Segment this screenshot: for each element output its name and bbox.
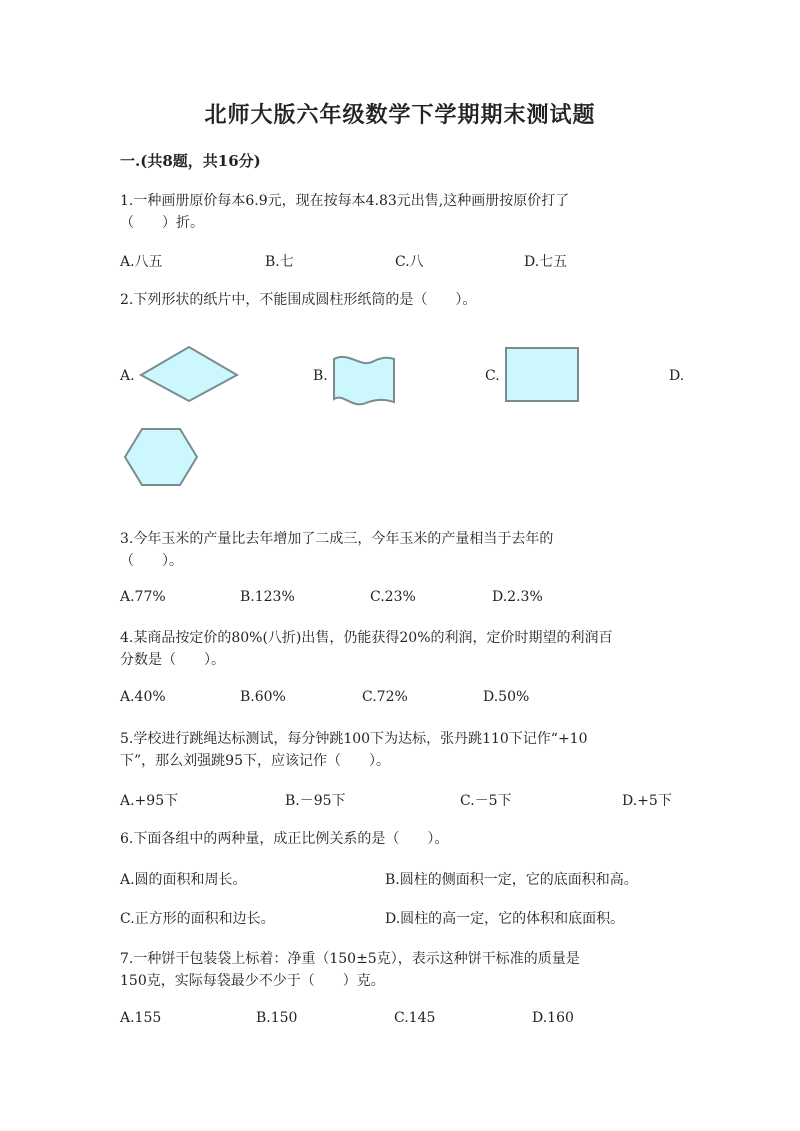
q3-option-d[interactable]: D.2.3% xyxy=(492,589,543,605)
q4-option-c[interactable]: C.72% xyxy=(362,689,408,705)
q5-option-d[interactable]: D.+5下 xyxy=(622,793,672,809)
q4-option-d[interactable]: D.50% xyxy=(483,689,530,705)
q7-option-a[interactable]: A.155 xyxy=(120,1010,162,1026)
hexagon-shape[interactable] xyxy=(124,428,198,486)
q4-option-a[interactable]: A.40% xyxy=(120,689,166,705)
q7-option-b[interactable]: B.150 xyxy=(256,1010,298,1026)
q6-option-c[interactable]: C.正方形的面积和边长。 xyxy=(120,911,275,927)
q1-option-d[interactable]: D.七五 xyxy=(524,254,568,270)
q7-option-d[interactable]: D.160 xyxy=(532,1010,574,1026)
q3-option-b[interactable]: B.123% xyxy=(240,589,295,605)
q1-option-a[interactable]: A.八五 xyxy=(120,254,163,270)
q3-option-c[interactable]: C.23% xyxy=(370,589,416,605)
q7-option-c[interactable]: C.145 xyxy=(394,1010,436,1026)
q5-option-a[interactable]: A.+95下 xyxy=(120,793,179,809)
q3-option-a[interactable]: A.77% xyxy=(120,589,166,605)
q2-label-b: B. xyxy=(313,368,328,384)
q1-option-b[interactable]: B.七 xyxy=(265,254,294,270)
q5-text-line2: 下”，那么刘强跳95下，应该记作（ ）。 xyxy=(120,753,390,769)
q2-text-line1: 2.下列形状的纸片中，不能围成圆柱形纸筒的是（ ）。 xyxy=(120,292,477,308)
q4-text-line2: 分数是（ ）。 xyxy=(120,652,225,668)
section-heading: 一.(共8题，共16分) xyxy=(120,152,261,170)
q7-text-line2: 150克，实际每袋最少不少于（ ）克。 xyxy=(120,973,385,989)
q4-option-b[interactable]: B.60% xyxy=(240,689,286,705)
q1-text-line1: 1.一种画册原价每本6.9元，现在按每本4.83元出售,这种画册按原价打了 xyxy=(120,193,570,209)
q1-text-line2: （ ）折。 xyxy=(120,215,204,231)
q6-text-line1: 6.下面各组中的两种量，成正比例关系的是（ ）。 xyxy=(120,831,449,847)
q3-text-line1: 3.今年玉米的产量比去年增加了二成三，今年玉米的产量相当于去年的 xyxy=(120,531,554,547)
q3-text-line2: （ ）。 xyxy=(120,553,183,569)
q4-text-line1: 4.某商品按定价的80%(八折)出售，仍能获得20%的利润，定价时期望的利润百 xyxy=(120,630,613,646)
q6-option-a[interactable]: A.圆的面积和周长。 xyxy=(120,872,247,888)
q2-label-d: D. xyxy=(669,368,685,384)
q6-option-b[interactable]: B.圆柱的侧面积一定，它的底面积和高。 xyxy=(385,872,638,888)
q1-option-c[interactable]: C.八 xyxy=(395,254,424,270)
q2-label-c: C. xyxy=(485,368,500,384)
rectangle-shape[interactable] xyxy=(505,347,579,402)
page-title: 北师大版六年级数学下学期期末测试题 xyxy=(204,102,596,128)
wavy-paper-shape[interactable] xyxy=(332,355,396,405)
q5-option-b[interactable]: B.－95下 xyxy=(285,793,346,809)
q7-text-line1: 7.一种饼干包装袋上标着：净重（150±5克），表示这种饼干标准的质量是 xyxy=(120,951,580,967)
rhombus-shape[interactable] xyxy=(140,346,238,402)
q5-text-line1: 5.学校进行跳绳达标测试，每分钟跳100下为达标，张丹跳110下记作“+10 xyxy=(120,731,588,747)
q6-option-d[interactable]: D.圆柱的高一定，它的体积和底面积。 xyxy=(385,911,625,927)
q2-label-a: A. xyxy=(120,368,135,384)
q5-option-c[interactable]: C.－5下 xyxy=(460,793,512,809)
